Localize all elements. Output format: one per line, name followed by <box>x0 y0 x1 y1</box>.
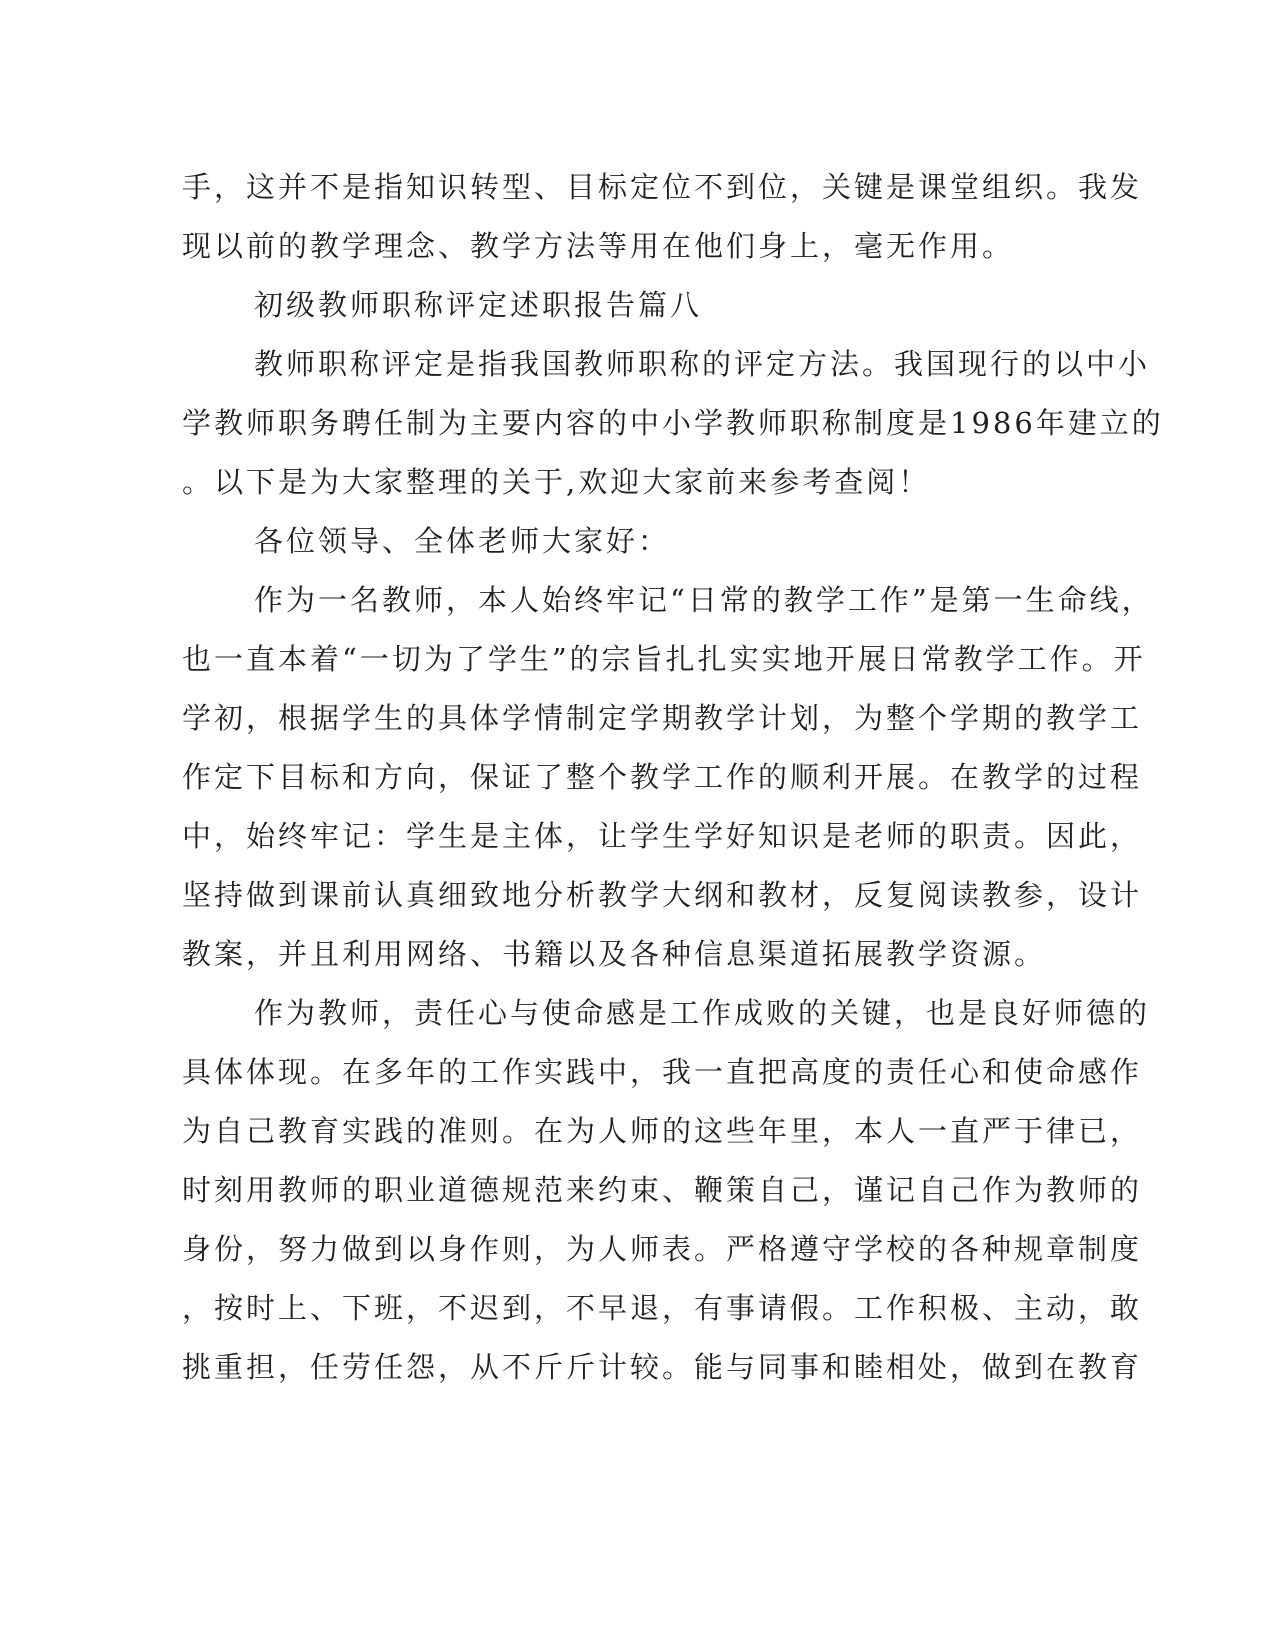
section-heading: 初级教师职称评定述职报告篇八 <box>254 288 703 322</box>
salutation-line: 各位领导、全体老师大家好： <box>254 524 671 558</box>
text-line: 教案，并且利用网络、书籍以及各种信息渠道拓展教学资源。 <box>182 937 1047 971</box>
text-line: 现以前的教学理念、教学方法等用在他们身上，毫无作用。 <box>182 229 1015 263</box>
text-line: 教师职称评定是指我国教师职称的评定方法。我国现行的以中小 <box>254 347 1151 381</box>
text-line: 也一直本着“一切为了学生”的宗旨扎扎实实地开展日常教学工作。开 <box>182 642 1146 676</box>
text-line: 时刻用教师的职业道德规范来约束、鞭策自己，谨记自己作为教师的 <box>182 1173 1143 1207</box>
text-line: 挑重担，任劳任怨，从不斤斤计较。能与同事和睦相处，做到在教育 <box>182 1350 1143 1384</box>
text-line: 身份，努力做到以身作则，为人师表。严格遵守学校的各种规章制度 <box>182 1232 1143 1266</box>
document-body <box>182 158 1164 1397</box>
text-line: 作为教师，责任心与使命感是工作成败的关键，也是良好师德的 <box>254 996 1151 1030</box>
text-line: 作为一名教师，本人始终牢记“日常的教学工作”是第一生命线， <box>254 583 1154 617</box>
text-line: 。以下是为大家整理的关于,欢迎大家前来参考查阅！ <box>182 465 931 499</box>
text-line: 中，始终牢记：学生是主体，让学生学好知识是老师的职责。因此， <box>182 819 1143 853</box>
text-line: 手，这并不是指知识转型、目标定位不到位，关键是课堂组织。我发 <box>182 170 1143 204</box>
text-line: 学教师职务聘任制为主要内容的中小学教师职称制度是1986年建立的 <box>182 406 1164 440</box>
text-line: 具体体现。在多年的工作实践中，我一直把高度的责任心和使命感作 <box>182 1055 1143 1089</box>
text-line: 坚持做到课前认真细致地分析教学大纲和教材，反复阅读教参，设计 <box>182 878 1143 912</box>
text-line: 为自己教育实践的准则。在为人师的这些年里，本人一直严于律已， <box>182 1114 1143 1148</box>
text-line: ，按时上、下班，不迟到，不早退，有事请假。工作积极、主动，敢 <box>182 1291 1143 1325</box>
text-line: 学初，根据学生的具体学情制定学期教学计划，为整个学期的教学工 <box>182 701 1143 735</box>
text-line: 作定下目标和方向，保证了整个教学工作的顺利开展。在教学的过程 <box>182 760 1143 794</box>
